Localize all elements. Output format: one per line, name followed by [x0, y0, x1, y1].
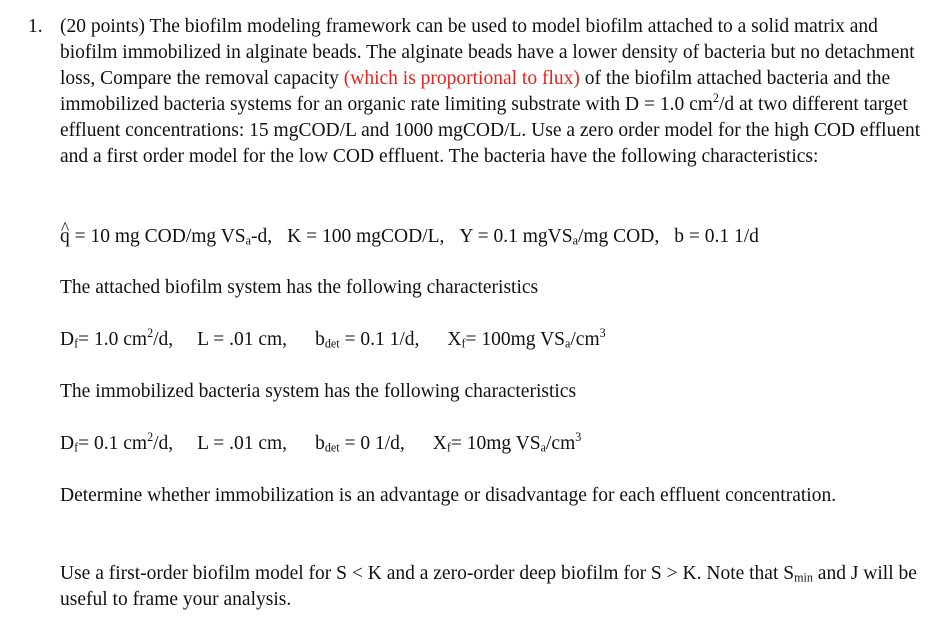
immobilized-heading: The immobilized bacteria system has the following characteristics — [60, 381, 577, 402]
hint-text-b: and J will be useful to frame your analysis. — [60, 563, 917, 610]
attached-bdet-sub: det — [324, 336, 340, 351]
intro-text-a: (20 points) The biofilm modeling framework can be used to model biofilm attached to a solid matrix and biofilm immobilized in alginate beads. The alginate beads have a lower density of bacteria but no detachment loss, Compare the removal capacity — [60, 16, 915, 89]
intro-sup: 2 — [712, 91, 719, 106]
intro-highlight: (which is proportional to flux) — [343, 68, 580, 89]
attached-bdet-value: = 0.1 1/d, — [339, 329, 420, 350]
y-value: Y = 0.1 mgVS — [459, 226, 573, 247]
attached-heading: The attached biofilm system has the following characteristics — [60, 277, 539, 298]
determine-instruction: Determine whether immobilization is an advantage or disadvantage for each effluent concentration. — [60, 485, 837, 506]
intro-text-b: of the biofilm attached bacteria and the immobilized bacteria systems for an organic rate limiting substrate with D = 1.0 cm — [60, 68, 891, 115]
immobilized-xf-symbol: X — [432, 433, 447, 454]
immobilized-bdet-sub: det — [324, 440, 340, 455]
immobilized-xf-sub2: a — [540, 440, 546, 455]
attached-xf-value: = 100mg VS — [465, 329, 565, 350]
b-value: b = 0.1 1/d — [674, 226, 759, 247]
question-intro — [60, 14, 930, 170]
k-value: K = 100 mgCOD/L, — [287, 226, 445, 247]
question-number: 1. — [28, 16, 43, 37]
attached-df-sup: 2 — [147, 326, 154, 341]
attached-characteristics — [60, 327, 930, 353]
attached-xf-sup: 3 — [599, 326, 606, 341]
smin-symbol: S — [783, 563, 795, 584]
qhat-value: = 10 mg COD/mg VS — [69, 226, 246, 247]
y-unit: /mg COD, — [577, 226, 660, 247]
qhat-symbol: ^ q — [60, 224, 70, 250]
attached-df-unit: /d, — [153, 329, 174, 350]
immobilized-characteristics — [60, 431, 930, 457]
attached-xf-symbol: X — [447, 329, 462, 350]
attached-df-symbol: D — [60, 329, 75, 350]
y-sub: a — [572, 233, 578, 248]
hint-paragraph — [60, 561, 930, 613]
attached-df-value: = 1.0 cm — [78, 329, 148, 350]
attached-xf-sub2: a — [565, 336, 571, 351]
attached-l-value: L = .01 cm, — [197, 329, 288, 350]
immobilized-xf-sup: 3 — [575, 430, 582, 445]
bacteria-characteristics — [60, 224, 930, 250]
attached-bdet-symbol: b — [315, 329, 325, 350]
smin-sub: min — [794, 570, 813, 585]
immobilized-bdet-symbol: b — [315, 433, 325, 454]
attached-df-sub: f — [74, 336, 79, 351]
attached-xf-sub: f — [461, 336, 466, 351]
immobilized-xf-value: = 10mg VS — [450, 433, 541, 454]
immobilized-df-value: = 0.1 cm — [78, 433, 148, 454]
immobilized-l-value: L = .01 cm, — [197, 433, 288, 454]
immobilized-df-symbol: D — [60, 433, 75, 454]
qhat-sub: a — [245, 233, 251, 248]
hint-text-a: Use a first-order biofilm model for S < K and a zero-order deep biofilm for S > K. Note that — [60, 563, 784, 584]
immobilized-df-sub: f — [74, 440, 79, 455]
immobilized-df-sup: 2 — [147, 430, 154, 445]
intro-text-c: /d at two different target effluent concentrations: 15 mgCOD/L and 1000 mgCOD/L. Use a zero order model for the high COD effluent and a first order model for the low COD effluent. The bacteria have the following characteristics: — [60, 94, 921, 167]
qhat-unit: -d, — [251, 226, 273, 247]
immobilized-xf-sub: f — [446, 440, 451, 455]
immobilized-df-unit: /d, — [153, 433, 174, 454]
immobilized-bdet-value: = 0 1/d, — [339, 433, 405, 454]
attached-xf-unit: /cm — [570, 329, 600, 350]
immobilized-xf-unit: /cm — [546, 433, 576, 454]
